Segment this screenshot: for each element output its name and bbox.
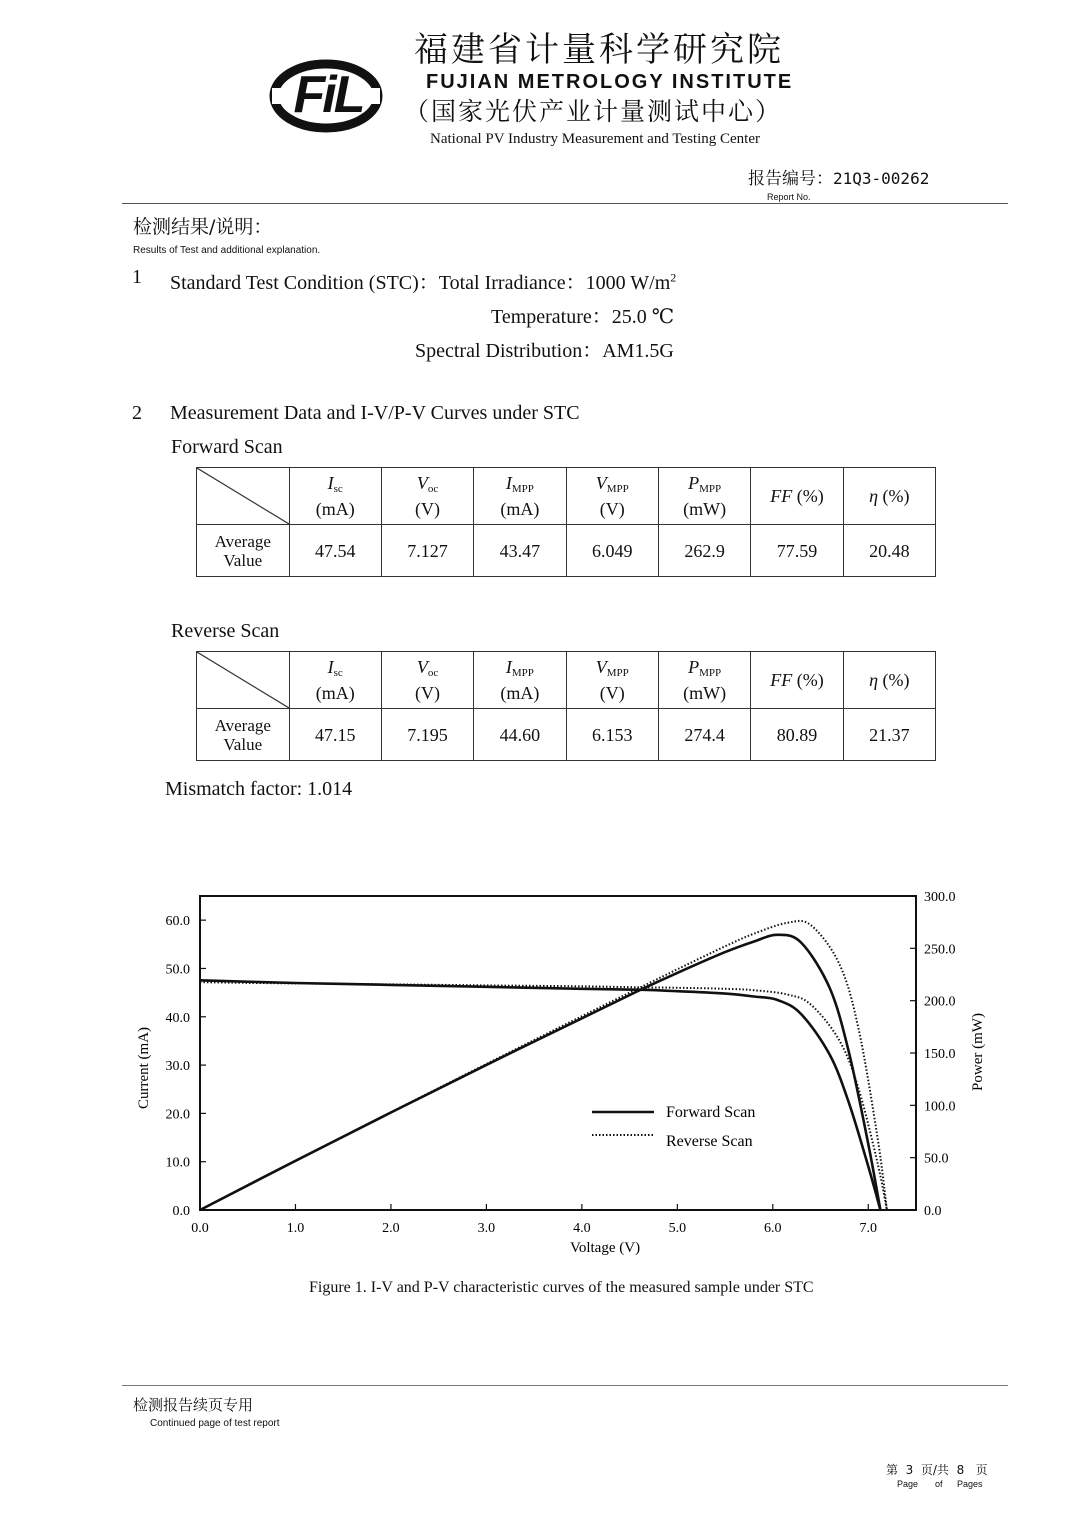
reverse-eta: 21.37 (843, 709, 935, 761)
series-reverse-scan-p-v (200, 921, 887, 1210)
row-label: Average Value (197, 709, 290, 761)
reverse-scan-table (196, 651, 936, 761)
legend-forward-label: Forward Scan (666, 1104, 756, 1121)
col-eta: η (%) (843, 652, 935, 709)
continued-page-cn: 检测报告续页专用 (133, 1396, 254, 1414)
diagonal-line (197, 468, 289, 524)
section-title-en: Results of Test and additional explanation. (133, 245, 321, 256)
stc-irradiance-sup: 2 (670, 270, 677, 285)
mismatch-factor: Mismatch factor: 1.014 (165, 778, 353, 800)
col-voc: $V_{oc}$ (V) (381, 468, 473, 525)
row-label: Average Value (197, 525, 290, 577)
col-impp: $I_{MPP}$ (mA) (474, 652, 566, 709)
forward-vmpp: 6.049 (566, 525, 658, 577)
col-ff: FF (%) (751, 652, 843, 709)
forward-impp: 43.47 (474, 525, 566, 577)
report-number-label: 报告编号： (748, 169, 833, 189)
y-tick-label: 60.0 (165, 914, 190, 930)
figure-caption: Figure 1. I-V and P-V characteristic curves of the measured sample under STC (309, 1279, 814, 1296)
y-tick-label: 30.0 (165, 1059, 190, 1075)
report-number-value: 21Q3-00262 (833, 169, 930, 188)
col-eta: η (%) (843, 468, 935, 525)
footer-divider (122, 1385, 1008, 1386)
forward-eta: 20.48 (843, 525, 935, 577)
reverse-vmpp: 6.153 (566, 709, 658, 761)
table-row (197, 525, 936, 577)
col-pmpp: $P_{MPP}$ (mW) (658, 468, 750, 525)
plot-frame (200, 896, 916, 1210)
x-tick-label: 5.0 (668, 1221, 687, 1236)
y2-tick-label: 200.0 (924, 994, 956, 1010)
logo (268, 58, 384, 134)
reverse-voc: 7.195 (381, 709, 473, 761)
col-isc: $I_{sc}$ (mA) (289, 468, 381, 525)
x-tick-label: 1.0 (286, 1221, 305, 1236)
x-tick-label: 3.0 (477, 1221, 496, 1236)
header-divider (122, 203, 1008, 204)
forward-scan-title: Forward Scan (171, 436, 283, 458)
forward-ff: 77.59 (751, 525, 843, 577)
col-voc: $V_{oc}$ (V) (381, 652, 473, 709)
col-ff: FF (%) (751, 468, 843, 525)
y-tick-label: 0.0 (172, 1204, 190, 1219)
reverse-impp: 44.60 (474, 709, 566, 761)
x-tick-label: 2.0 (382, 1221, 400, 1236)
report-number (748, 169, 929, 189)
col-pmpp: $P_{MPP}$ (mW) (658, 652, 750, 709)
reverse-isc: 47.15 (289, 709, 381, 761)
y2-tick-label: 100.0 (924, 1099, 956, 1115)
forward-isc: 47.54 (289, 525, 381, 577)
center-name-cn: （国家光伏产业计量测试中心） (404, 97, 783, 126)
y-tick-label: 50.0 (165, 962, 190, 978)
y2-tick-label: 0.0 (924, 1204, 942, 1219)
y2-tick-label: 150.0 (924, 1047, 956, 1062)
stc-irradiance-text: Standard Test Condition (STC)：Total Irradiance：1000 W/m (170, 272, 671, 294)
table-corner (197, 652, 290, 709)
forward-voc: 7.127 (381, 525, 473, 577)
report-number-en: Report No. (767, 192, 811, 202)
y-tick-label: 20.0 (165, 1107, 190, 1123)
x-tick-label: 0.0 (191, 1221, 209, 1236)
series-forward-scan-p-v (200, 935, 880, 1210)
x-tick-label: 4.0 (573, 1221, 591, 1236)
page-number-en: Page of Pages (897, 1479, 983, 1489)
x-axis-label: Voltage (V) (569, 1240, 641, 1256)
y2-tick-label: 50.0 (924, 1151, 949, 1167)
forward-scan-table (196, 467, 936, 577)
forward-pmpp: 262.9 (658, 525, 750, 577)
col-vmpp: $V_{MPP}$ (V) (566, 652, 658, 709)
legend-reverse-label: Reverse Scan (666, 1133, 753, 1150)
series-forward-scan-i-v (200, 980, 880, 1210)
table-corner (197, 468, 290, 525)
iv-pv-chart (120, 880, 1000, 1260)
col-vmpp: $V_{MPP}$ (V) (566, 468, 658, 525)
col-isc: $I_{sc}$ (mA) (289, 652, 381, 709)
continued-page-en: Continued page of test report (150, 1418, 280, 1429)
reverse-scan-title: Reverse Scan (171, 620, 280, 642)
item1-number: 1 (132, 266, 142, 288)
table-row (197, 709, 936, 761)
col-impp: $I_{MPP}$ (mA) (474, 468, 566, 525)
reverse-ff: 80.89 (751, 709, 843, 761)
stc-spectral: Spectral Distribution：AM1.5G (415, 340, 674, 362)
org-name-en: FUJIAN METROLOGY INSTITUTE (426, 71, 794, 93)
page-number: 第 3 页/共 8 页 (886, 1463, 988, 1477)
y-tick-label: 10.0 (165, 1155, 190, 1171)
reverse-pmpp: 274.4 (658, 709, 750, 761)
x-tick-label: 7.0 (859, 1221, 878, 1236)
y2-tick-label: 250.0 (924, 942, 956, 958)
org-name-cn: 福建省计量科学研究院 (414, 30, 784, 70)
diagonal-line (197, 652, 289, 708)
item2-number: 2 (132, 402, 142, 424)
logo-text: FiL (293, 66, 363, 124)
center-name-en: National PV Industry Measurement and Testing Center (430, 131, 760, 147)
y2-axis-label: Power (mW) (970, 1013, 986, 1091)
y-tick-label: 40.0 (165, 1010, 190, 1026)
section-title-cn: 检测结果/说明： (133, 216, 273, 238)
y-axis-label: Current (mA) (136, 1026, 152, 1110)
stc-irradiance (170, 266, 676, 295)
x-tick-label: 6.0 (764, 1221, 782, 1236)
stc-temperature: Temperature：25.0 ℃ (491, 306, 675, 328)
y2-tick-label: 300.0 (924, 890, 956, 905)
item2-title: Measurement Data and I-V/P-V Curves under STC (170, 402, 580, 424)
series-reverse-scan-i-v (200, 982, 887, 1210)
